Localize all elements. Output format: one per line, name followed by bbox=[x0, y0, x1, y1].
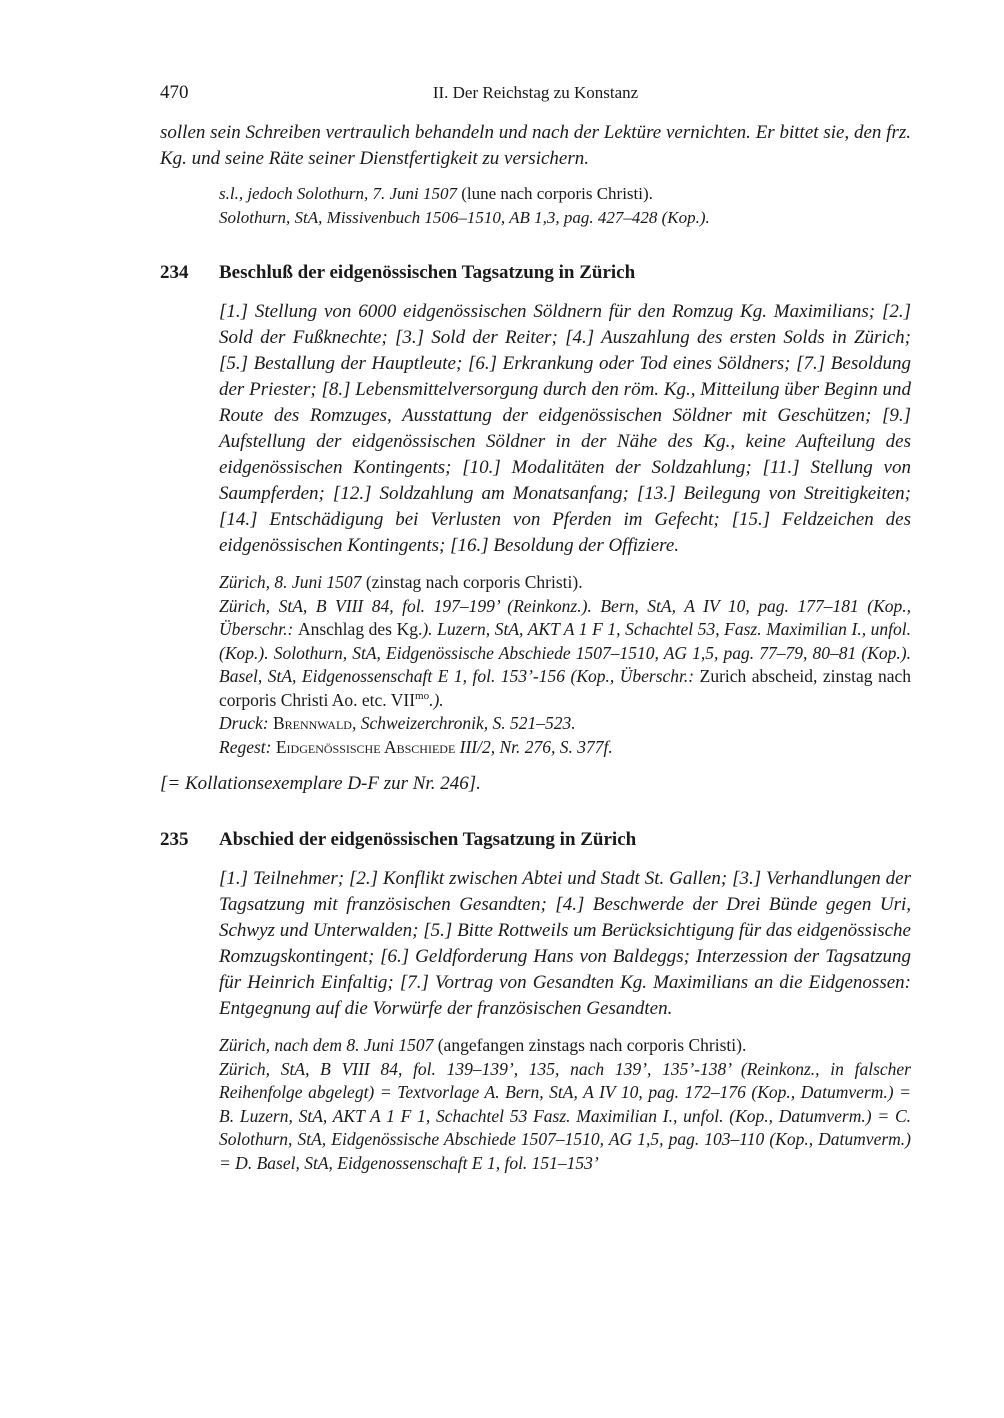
druck-line bbox=[219, 712, 911, 736]
source-superscript: mo bbox=[415, 689, 430, 702]
document-summary: [1.] Stellung von 6000 eidgenössischen Söldnern für den Romzug Kg. Maximilians; [2.] Sold der Fußknechte; [3.] Sold der Reiter; [4.] Auszahlung des ersten Solds in Zürich; [5.] Bestallung der Hauptleute; [6.] Erkrankung oder Tod eines Söldners; [7.] Besoldung der Priester; [8.] Lebensmittelversorgung durch den röm. Kg., Mitteilung über Beginn und Route des Romzuges, Ausstattung der eidgenössischen Söldner mit Geschützen; [9.] Aufstellung der eidgenössischen Söldner in der Nähe des Kg., keine Aufteilung des eidgenössischen Kontingents; [10.] Modalitäten der Soldzahlung; [11.] Stellung von Saumpferden; [12.] Soldzahlung am Monatsanfang; [13.] Beilegung von Streitigkeiten; [14.] Entschädigung bei Verlusten von Pferden im Gefecht; [15.] Feldzeichen des eidgenössischen Kontingents; [16.] Besoldung der Offiziere. bbox=[219, 301, 911, 556]
source-segment: Zurich abscheid, zinstag nach corporis Christi Ao. etc. VII bbox=[219, 666, 911, 710]
citation-block bbox=[219, 1034, 911, 1175]
date-italic: Zürich, 8. Juni 1507 bbox=[219, 572, 362, 592]
collation-note: [= Kollationsexemplare D-F zur Nr. 246]. bbox=[160, 773, 481, 794]
page-number: 470 bbox=[160, 82, 189, 103]
document-heading-234 bbox=[160, 260, 911, 286]
regest-line bbox=[219, 736, 911, 760]
date-italic: s.l., jedoch Solothurn, 7. Juni 1507 bbox=[219, 184, 457, 203]
sources bbox=[219, 595, 911, 713]
page-header bbox=[160, 80, 911, 108]
citation-block bbox=[219, 571, 911, 759]
source-segment: .). bbox=[429, 689, 444, 710]
source-line: Solothurn, StA, Missivenbuch 1506–1510, AB 1,3, pag. 427–428 (Kop.). bbox=[219, 208, 710, 227]
regest-author: Eidgenössische Abschiede bbox=[275, 736, 456, 757]
document-title: Beschluß der eidgenössischen Tagsatzung in Zürich bbox=[219, 262, 636, 283]
document-heading-235 bbox=[160, 827, 911, 853]
date-roman: (lune nach corporis Christi). bbox=[456, 184, 653, 203]
date-roman: (angefangen zinstags nach corporis Christi). bbox=[433, 1035, 747, 1055]
document-summary: [1.] Teilnehmer; [2.] Konflikt zwischen Abtei und Stadt St. Gallen; [3.] Verhandlungen der Tagsatzung mit französischen Gesandten; [4.] Beschwerde der Drei Bünde gegen Uri, Schwyz und Unterwalden; [5.] Bitte Rottweils um Berücksichtigung für das eidgenössische Romzugskontingent; [6.] Geldforderung Hans von Baldeggs; Interzession der Tagsatzung für Heinrich Einfaltig; [7.] Vortrag von Gesandten Kg. Maximilians an die Eidgenossen: Entgegnung auf die Vorwürfe der französischen Gesandten. bbox=[219, 868, 911, 1019]
source-segment: Anschlag des Kg. bbox=[297, 619, 423, 639]
document-page bbox=[160, 80, 911, 1175]
intro-paragraph: sollen sein Schreiben vertraulich behandeln und nach der Lektüre vernichten. Er bittet sie, den frz. Kg. und seine Räte seiner Dienstfertigkeit zu versichern. bbox=[160, 122, 911, 169]
regest-label: Regest: bbox=[219, 736, 272, 757]
regest-rest: III/2, Nr. 276, S. 377f. bbox=[455, 736, 613, 757]
document-number: 235 bbox=[160, 829, 189, 850]
sources: Zürich, StA, B VIII 84, fol. 139–139’, 135, nach 139’, 135’-138’ (Reinkonz., in falscher Reihenfolge abgelegt) = Textvorlage A. Bern, StA, A IV 10, pag. 172–176 (Kop., Datumverm.) = B. Luzern, StA, AKT A 1 F 1, Schachtel 53 Fasz. Maximilian I., unfol. (Kop., Datumverm.) = C. Solothurn, StA, Eidgenössische Abschiede 1507–1510, AG 1,5, pag. 103–110 (Kop., Datumverm.) = D. Basel, StA, Eidgenossenschaft E 1, fol. 151–153’ bbox=[219, 1058, 911, 1173]
document-number: 234 bbox=[160, 262, 189, 283]
druck-label: Druck: bbox=[219, 713, 269, 733]
document-title: Abschied der eidgenössischen Tagsatzung in Zürich bbox=[219, 829, 637, 850]
date-roman: (zinstag nach corporis Christi). bbox=[361, 572, 583, 592]
running-title: II. Der Reichstag zu Konstanz bbox=[432, 83, 639, 102]
date-italic: Zürich, nach dem 8. Juni 1507 bbox=[219, 1035, 434, 1055]
druck-author: Brennwald bbox=[272, 713, 352, 733]
source-segment: Zürich, StA, B VIII 84, fol. 197–199’ (Reinkonz.). Bern, StA, A IV 10, pag. 177–181 (Kop., Überschr.: bbox=[219, 595, 911, 639]
intro-meta bbox=[219, 182, 911, 230]
source-segment: ). Luzern, StA, AKT A 1 F 1, Schachtel 53, Fasz. Maximilian I., unfol. (Kop.). Solothurn, StA, Eidgenössische Abschiede 1507–1510, AG 1,5, pag. 77–79, 80–81 (Kop.). Basel, StA, Eidgenossenschaft E 1, fol. 153’-156 (Kop., Überschr.: bbox=[219, 619, 912, 686]
druck-rest: , Schweizerchronik, S. 521–523. bbox=[351, 713, 576, 733]
